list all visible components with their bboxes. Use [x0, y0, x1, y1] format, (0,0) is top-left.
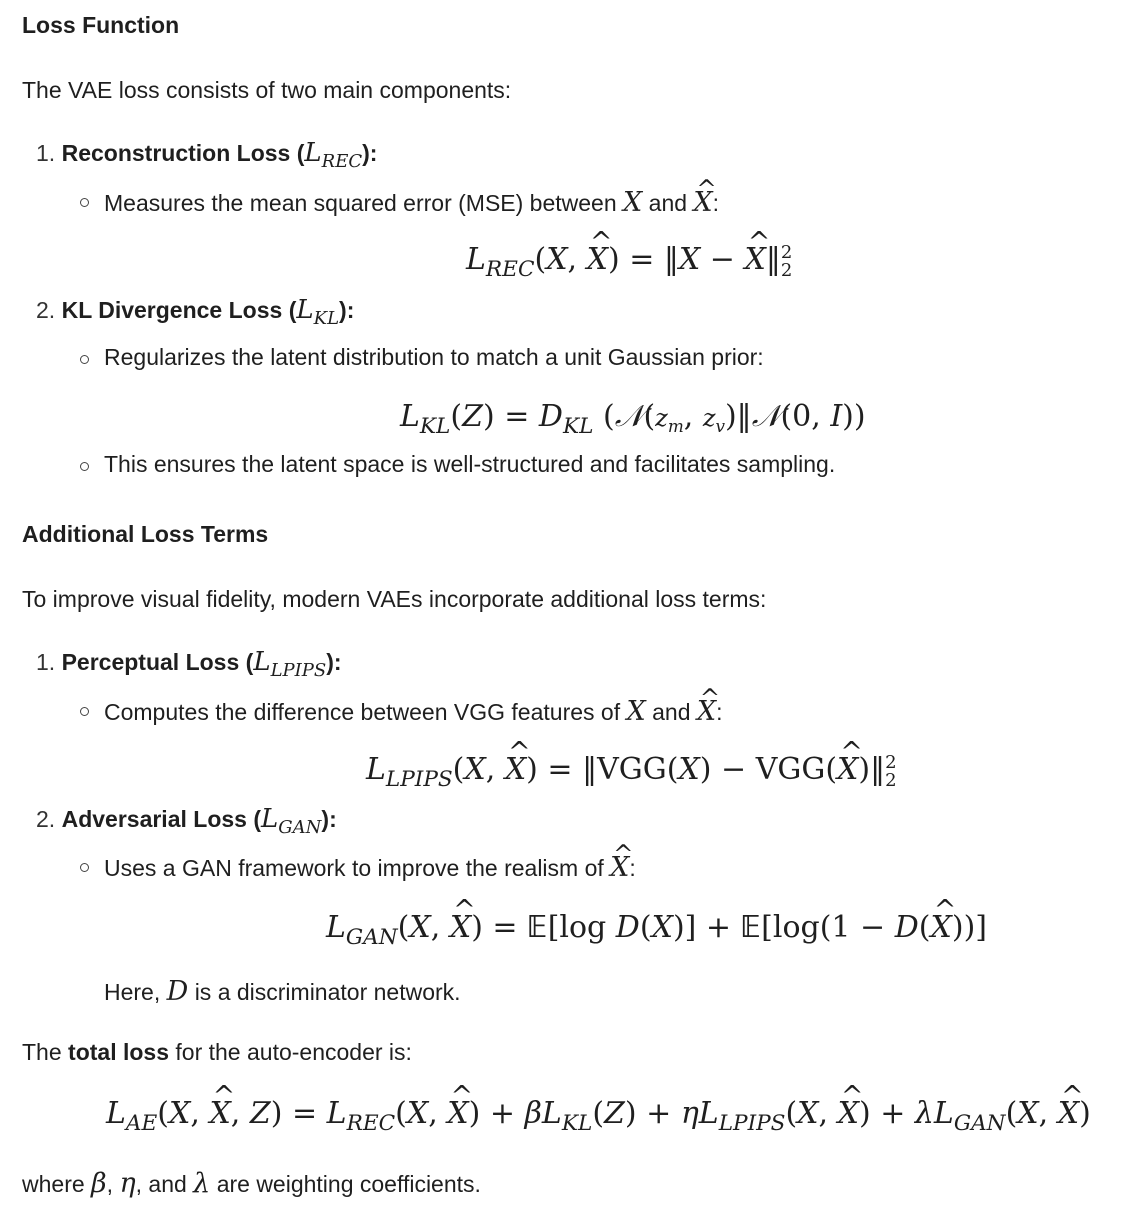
- math-symbol: L: [296, 295, 314, 325]
- math-symbol: X ^: [697, 696, 716, 727]
- list-item-vgg-description: Computes the difference between VGG features of X and X ^:: [104, 696, 723, 727]
- math-symbol: X ^: [610, 852, 629, 883]
- note-text: are weighting coefficients.: [216, 1171, 481, 1197]
- list-item-kl-divergence-loss: 2. KL Divergence Loss $(L_{KL})$:: [36, 295, 355, 329]
- equation-perceptual-loss: $L_{LPIPS}(X$, X ^) = ‖VGG(X) − VGG(X ^)‖ 2 2: [366, 752, 894, 792]
- item-title: Perceptual Loss: [61, 649, 240, 675]
- section-heading-loss-function: Loss Function: [22, 12, 180, 38]
- equation-reconstruction-loss: $L_{REC}(X$, X ^) = ‖X − X ^‖ 2 2: [466, 242, 790, 282]
- math-symbol: λ: [193, 1168, 211, 1199]
- bullet-icon: [80, 863, 89, 872]
- math-symbol: L: [253, 647, 271, 677]
- list-item-reconstruction-loss: 1. Reconstruction Loss $(L_{REC})$:: [36, 138, 378, 172]
- math-symbol: β: [91, 1168, 107, 1199]
- equation-total-loss: $L_{AE}(X$, X ^, $Z) = L_{REC}(X$, X ^) + $\beta L_{KL}(Z) + \eta L_{LPIPS}(X$, X ^) + $\lambda L_{GAN}(X$, X ^): [106, 1096, 1091, 1136]
- math-symbol: X: [623, 187, 643, 218]
- bullet-text: Uses a GAN framework to improve the realism of: [104, 855, 604, 881]
- list-item-perceptual-loss: 1. Perceptual Loss $(L_{LPIPS})$:: [36, 647, 342, 681]
- math-symbol: D: [166, 976, 189, 1007]
- discriminator-note: [104, 976, 461, 1007]
- equation-adversarial-loss: $L_{GAN}(X$, X ^) = 𝔼[log D(X)] + 𝔼[log(1 − D(X ^))]: [326, 910, 987, 950]
- math-subscript: REC: [321, 150, 363, 172]
- note-text: Here,: [104, 979, 161, 1005]
- bullet-icon: [80, 198, 89, 207]
- math-subscript: LPIPS: [270, 659, 327, 681]
- bullet-icon: [80, 462, 89, 471]
- list-item-structure-description: This ensures the latent space is well-structured and facilitates sampling.: [104, 451, 836, 477]
- item-title: Reconstruction Loss: [61, 140, 291, 166]
- paragraph-bold-text: total loss: [68, 1039, 169, 1065]
- note-text: is a discriminator network.: [194, 979, 461, 1005]
- list-item-regularization-description: Regularizes the latent distribution to match a unit Gaussian prior:: [104, 344, 764, 370]
- list-number: 2.: [36, 297, 56, 323]
- intro-paragraph: The VAE loss consists of two main components:: [22, 77, 512, 103]
- list-item-mse-description: Measures the mean squared error (MSE) between X and X ^:: [104, 187, 719, 218]
- math-subscript: GAN: [278, 816, 322, 838]
- list-number: 2.: [36, 806, 56, 832]
- math-symbol: X: [626, 696, 646, 727]
- paragraph-text: The: [22, 1039, 62, 1065]
- math-symbol: η: [119, 1168, 136, 1199]
- paragraph-text: for the auto-encoder is:: [175, 1039, 412, 1065]
- item-title: KL Divergence Loss: [61, 297, 283, 323]
- equation-kl-loss: $L_{KL}(Z) = D_{KL}$ ($𝒩(z_m$, $z_v)‖𝒩(0$, I)): [400, 399, 866, 439]
- math-subscript: KL: [313, 307, 340, 329]
- bullet-text: and: [648, 190, 688, 216]
- list-number: 1.: [36, 649, 56, 675]
- section-heading-additional-loss-terms: Additional Loss Terms: [22, 521, 269, 547]
- list-item-gan-description: Uses a GAN framework to improve the realism of X ^:: [104, 852, 636, 883]
- item-title: Adversarial Loss: [61, 806, 247, 832]
- math-symbol: L: [304, 138, 322, 168]
- note-text: ,: [106, 1171, 114, 1197]
- bullet-icon: [80, 355, 89, 364]
- math-function: VGG: [755, 752, 826, 787]
- total-loss-paragraph: [22, 1039, 412, 1066]
- note-text: , and: [135, 1171, 187, 1197]
- list-number: 1.: [36, 140, 56, 166]
- weighting-note: [22, 1168, 481, 1199]
- bullet-text: Measures the mean squared error (MSE) between: [104, 190, 617, 216]
- bullet-text: and: [652, 699, 691, 725]
- bullet-icon: [80, 707, 89, 716]
- math-symbol: L: [261, 804, 279, 834]
- intro2-paragraph: To improve visual fidelity, modern VAEs incorporate additional loss terms:: [22, 586, 767, 612]
- note-text: where: [22, 1171, 85, 1197]
- math-function: VGG: [597, 752, 667, 787]
- list-item-adversarial-loss: 2. Adversarial Loss $(L_{GAN})$:: [36, 804, 337, 838]
- math-symbol: X ^: [693, 187, 712, 218]
- bullet-text: Computes the difference between VGG features of: [104, 699, 621, 725]
